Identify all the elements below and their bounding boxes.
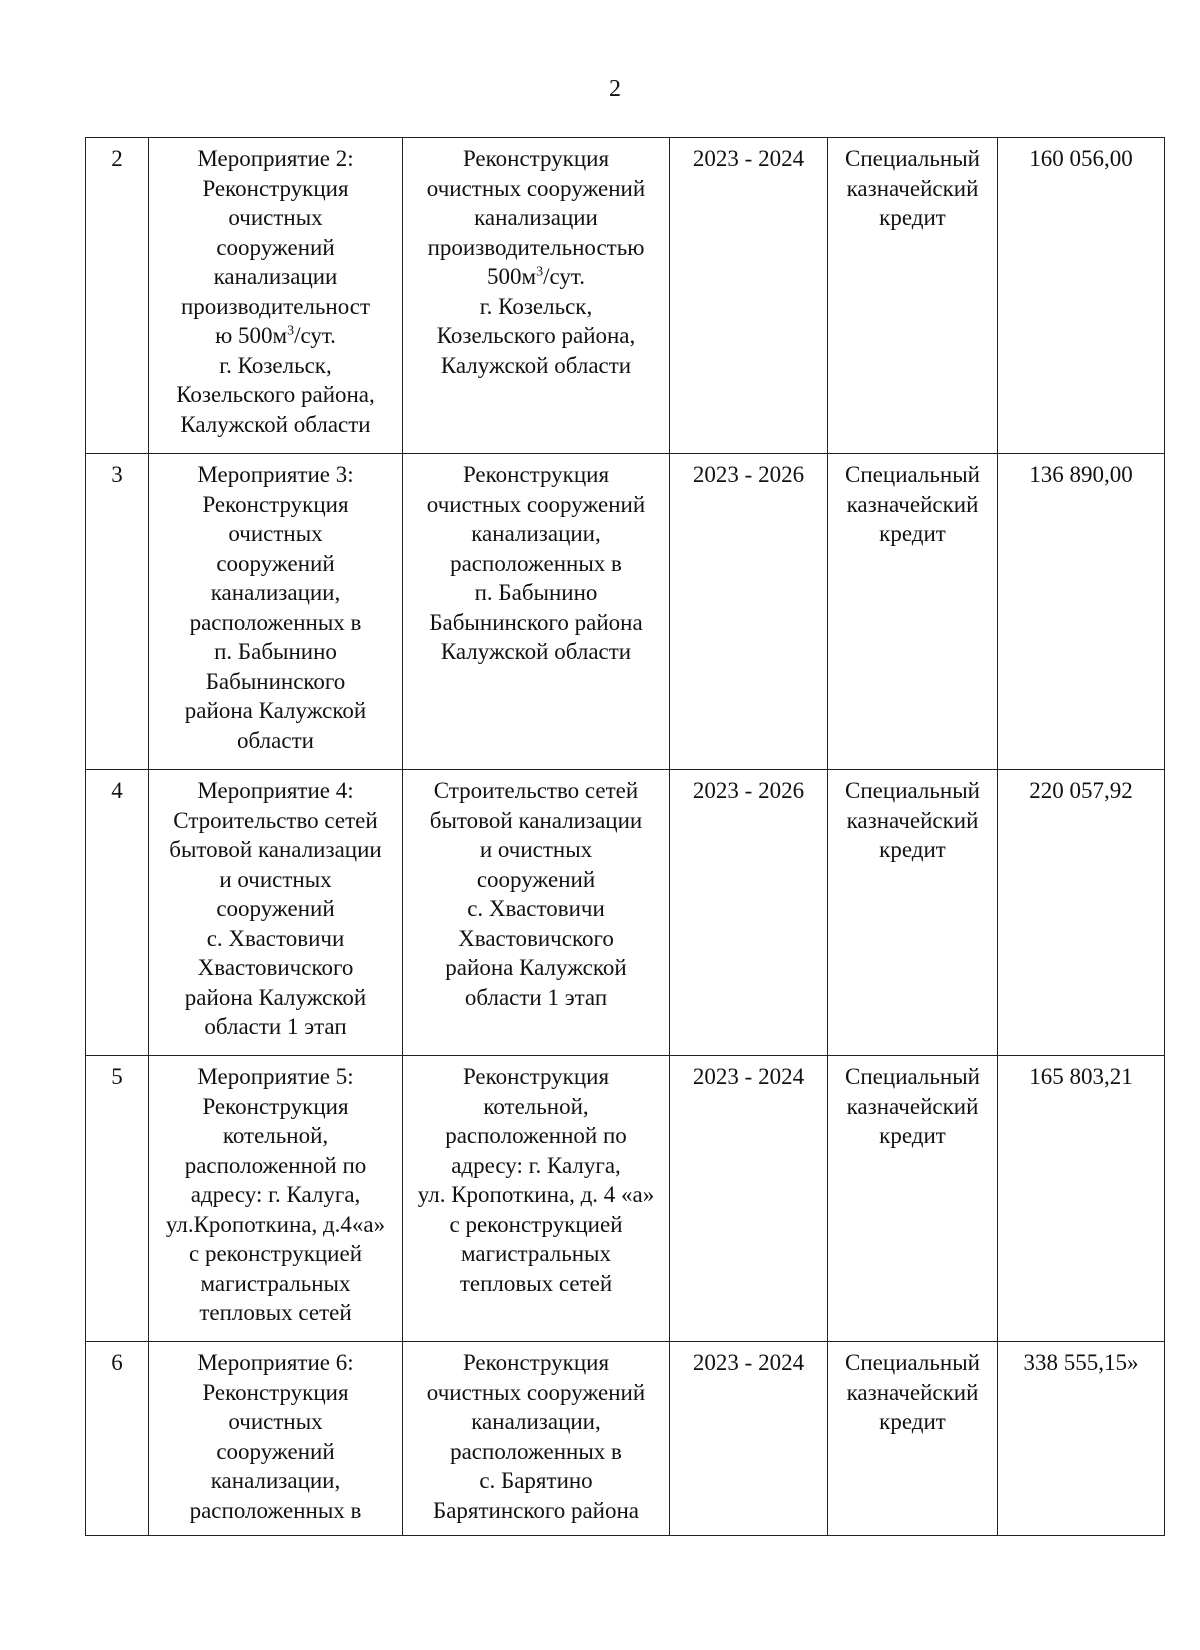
measure-name-cell: Мероприятие 6: Реконструкция очистных сооружений канализации, расположенных в [149,1342,403,1536]
object-description-cell: Реконструкция очистных сооружений канализации, расположенных в п. Бабынино Бабынинского района Калужской области [403,454,670,770]
measure-name-text-cont: /сут. г. Козельск, Козельского района, Калужской области [176,323,375,437]
row-number-cell: 6 [86,1342,149,1536]
superscript: 3 [536,264,544,280]
measures-table [85,137,1165,1536]
funding-source-cell: Специальный казначейский кредит [828,770,998,1056]
object-description-text: Реконструкция очистных сооружений канализации производительностью 500м [426,146,646,289]
measure-name-cell: Мероприятие 4: Строительство сетей бытовой канализации и очистных сооружений с. Хвастовичи Хвастовичского района Калужской области 1 этап [149,770,403,1056]
years-cell: 2023 - 2026 [670,454,828,770]
amount-cell: 220 057,92 [998,770,1165,1056]
measure-name-cell [149,138,403,454]
years-cell: 2023 - 2026 [670,770,828,1056]
object-description-cell [403,138,670,454]
row-number-cell: 3 [86,454,149,770]
table-row [86,138,1165,454]
table-row [86,1342,1165,1536]
funding-source-cell: Специальный казначейский кредит [828,454,998,770]
table-row [86,1056,1165,1342]
row-number-cell: 5 [86,1056,149,1342]
object-description-cell: Реконструкция очистных сооружений канализации, расположенных в с. Барятино Барятинского района [403,1342,670,1536]
funding-source-cell: Специальный казначейский кредит [828,1056,998,1342]
amount-cell: 136 890,00 [998,454,1165,770]
amount-cell: 338 555,15» [998,1342,1165,1536]
table-row [86,770,1165,1056]
page-number: 2 [609,76,621,102]
funding-source-cell: Специальный казначейский кредит [828,138,998,454]
object-description-text-cont: /сут. г. Козельск, Козельского района, Калужской области [436,264,636,378]
measure-name-text: Мероприятие 2: Реконструкция очистных сооружений канализации производительност ю 500м [180,146,371,348]
measure-name-cell: Мероприятие 5: Реконструкция котельной, расположенной по адресу: г. Калуга, ул.Кропоткина, д.4«а» с реконструкцией магистральных тепловых сетей [149,1056,403,1342]
years-cell: 2023 - 2024 [670,1056,828,1342]
object-description-cell: Строительство сетей бытовой канализации и очистных сооружений с. Хвастовичи Хвастовичского района Калужской области 1 этап [403,770,670,1056]
years-cell: 2023 - 2024 [670,138,828,454]
amount-cell: 165 803,21 [998,1056,1165,1342]
row-number-cell: 4 [86,770,149,1056]
row-number-cell: 2 [86,138,149,454]
table-row [86,454,1165,770]
object-description-cell: Реконструкция котельной, расположенной по адресу: г. Калуга, ул. Кропоткина, д. 4 «а» с реконструкцией магистральных тепловых сетей [403,1056,670,1342]
funding-source-cell: Специальный казначейский кредит [828,1342,998,1536]
superscript: 3 [287,323,295,339]
measure-name-cell: Мероприятие 3: Реконструкция очистных сооружений канализации, расположенных в п. Бабынино Бабынинского района Калужской области [149,454,403,770]
amount-cell: 160 056,00 [998,138,1165,454]
years-cell: 2023 - 2024 [670,1342,828,1536]
